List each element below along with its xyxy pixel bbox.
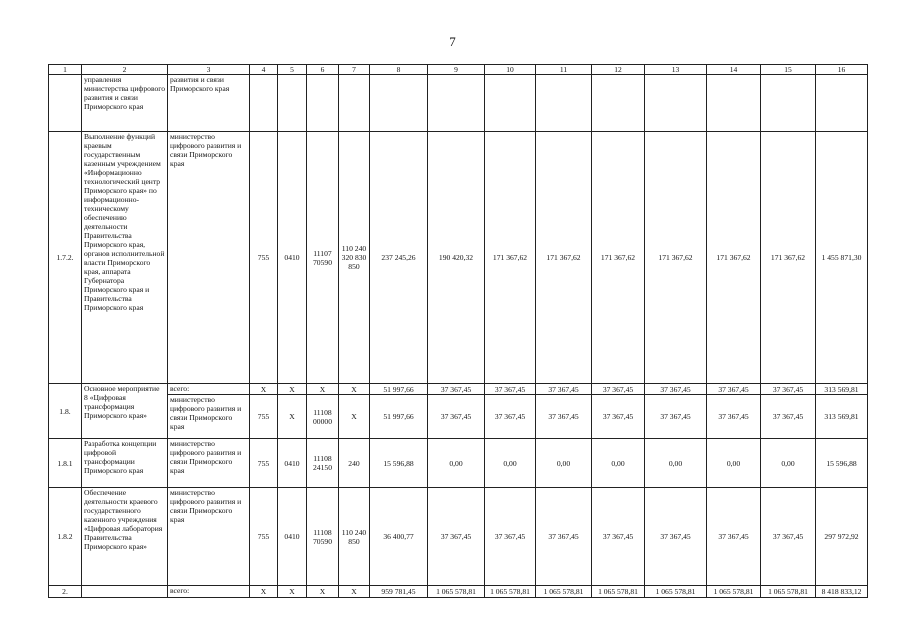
code-grbs: X	[250, 384, 278, 395]
table-row	[49, 488, 868, 586]
year-value: 37 367,45	[485, 384, 536, 395]
table-row	[49, 586, 868, 598]
code-vr: X	[339, 586, 370, 598]
column-number-row	[49, 65, 868, 75]
year-value: 171 367,62	[645, 132, 707, 384]
row-executor: всего:	[168, 586, 250, 598]
year-value: 37 367,45	[645, 395, 707, 439]
year-value	[592, 75, 645, 132]
row-executor: министерство цифрового развития и связи Приморского края	[168, 439, 250, 488]
code-vr: 110 240 850	[339, 488, 370, 586]
row-name: Выполнение функций краевым государственным казенным учреждением «Информационно технологический центр Приморского края» по информационно-техническому обеспечению деятельности Правительства Приморского края, органов исполнительной власти Приморского края, аппарата Губернатора Приморского края и Правительства Приморского края	[82, 132, 168, 384]
code-vr: 240	[339, 439, 370, 488]
row-number: 2.	[49, 586, 82, 598]
year-value: 37 367,45	[485, 488, 536, 586]
code-rz: X	[278, 395, 307, 439]
year-value: 171 367,62	[536, 132, 592, 384]
table-row	[49, 395, 868, 439]
year-value: 1 065 578,81	[485, 586, 536, 598]
column-header: 6	[307, 65, 339, 75]
code-csr: X	[307, 384, 339, 395]
code-vr: X	[339, 384, 370, 395]
code-grbs	[250, 75, 278, 132]
row-number: 1.8.1	[49, 439, 82, 488]
year-value: 1 065 578,81	[707, 586, 761, 598]
year-value: 237 245,26	[370, 132, 428, 384]
row-name: Обеспечение деятельности краевого государственного казенного учреждения «Цифровая лаборатория Правительства Приморского края»	[82, 488, 168, 586]
code-vr	[339, 75, 370, 132]
row-total: 313 569,81	[816, 384, 868, 395]
row-name: Разработка концепции цифровой трансформации Приморского края	[82, 439, 168, 488]
row-number: 1.7.2.	[49, 132, 82, 384]
row-name	[82, 586, 168, 598]
year-value: 37 367,45	[761, 384, 816, 395]
year-value: 0,00	[761, 439, 816, 488]
row-number: 1.8.2	[49, 488, 82, 586]
row-total	[816, 75, 868, 132]
year-value: 37 367,45	[645, 384, 707, 395]
column-header: 16	[816, 65, 868, 75]
code-rz: X	[278, 384, 307, 395]
code-csr: X	[307, 586, 339, 598]
code-csr: 11108 00000	[307, 395, 339, 439]
year-value: 171 367,62	[707, 132, 761, 384]
column-header: 8	[370, 65, 428, 75]
code-rz	[278, 75, 307, 132]
code-vr: X	[339, 395, 370, 439]
row-executor: развития и связи Приморского края	[168, 75, 250, 132]
year-value: 37 367,45	[707, 488, 761, 586]
year-value: 1 065 578,81	[428, 586, 485, 598]
row-number	[49, 75, 82, 132]
year-value: 37 367,45	[536, 395, 592, 439]
code-grbs: 755	[250, 488, 278, 586]
year-value	[707, 75, 761, 132]
page-number: 7	[449, 34, 456, 49]
column-header: 9	[428, 65, 485, 75]
year-value: 37 367,45	[761, 395, 816, 439]
year-value: 37 367,45	[485, 395, 536, 439]
year-value: 37 367,45	[428, 488, 485, 586]
budget-table	[48, 64, 868, 598]
year-value: 37 367,45	[761, 488, 816, 586]
code-grbs: 755	[250, 395, 278, 439]
code-csr: 11108 24150	[307, 439, 339, 488]
year-value: 1 065 578,81	[592, 586, 645, 598]
column-header: 11	[536, 65, 592, 75]
year-value: 0,00	[645, 439, 707, 488]
year-value	[536, 75, 592, 132]
code-vr: 110 240 320 830 850	[339, 132, 370, 384]
code-grbs: 755	[250, 439, 278, 488]
column-header: 13	[645, 65, 707, 75]
column-header: 1	[49, 65, 82, 75]
column-header: 3	[168, 65, 250, 75]
year-value	[645, 75, 707, 132]
column-header: 5	[278, 65, 307, 75]
year-value: 37 367,45	[536, 488, 592, 586]
year-value: 37 367,45	[428, 384, 485, 395]
table-row	[49, 132, 868, 384]
year-value: 0,00	[485, 439, 536, 488]
row-total: 297 972,92	[816, 488, 868, 586]
row-executor: министерство цифрового развития и связи Приморского края	[168, 132, 250, 384]
year-value: 1 065 578,81	[761, 586, 816, 598]
year-value: 37 367,45	[428, 395, 485, 439]
code-rz: 0410	[278, 132, 307, 384]
row-name: Основное мероприятие 8 «Цифровая трансформация Приморского края»	[82, 384, 168, 439]
table-row	[49, 75, 868, 132]
row-total: 313 569,81	[816, 395, 868, 439]
year-value: 171 367,62	[485, 132, 536, 384]
year-value: 190 420,32	[428, 132, 485, 384]
year-value: 36 400,77	[370, 488, 428, 586]
year-value: 37 367,45	[592, 395, 645, 439]
year-value: 37 367,45	[645, 488, 707, 586]
column-header: 4	[250, 65, 278, 75]
column-header: 2	[82, 65, 168, 75]
row-total: 1 455 871,30	[816, 132, 868, 384]
executor-total-label: всего:	[168, 384, 250, 395]
code-rz: 0410	[278, 488, 307, 586]
table-row	[49, 384, 868, 395]
code-grbs: 755	[250, 132, 278, 384]
code-grbs: X	[250, 586, 278, 598]
year-value: 51 997,66	[370, 395, 428, 439]
year-value: 959 781,45	[370, 586, 428, 598]
year-value: 1 065 578,81	[645, 586, 707, 598]
year-value	[761, 75, 816, 132]
row-number: 1.8.	[49, 384, 82, 439]
year-value: 37 367,45	[592, 384, 645, 395]
year-value: 0,00	[707, 439, 761, 488]
code-csr: 11107 70590	[307, 132, 339, 384]
column-header: 7	[339, 65, 370, 75]
table-row	[49, 439, 868, 488]
column-header: 14	[707, 65, 761, 75]
code-rz: 0410	[278, 439, 307, 488]
row-total: 8 418 833,12	[816, 586, 868, 598]
year-value: 171 367,62	[761, 132, 816, 384]
year-value: 37 367,45	[536, 384, 592, 395]
year-value	[370, 75, 428, 132]
row-total: 15 596,88	[816, 439, 868, 488]
year-value: 15 596,88	[370, 439, 428, 488]
column-header: 12	[592, 65, 645, 75]
row-name: управления министерства цифрового развития и связи Приморского края	[82, 75, 168, 132]
code-rz: X	[278, 586, 307, 598]
column-header: 10	[485, 65, 536, 75]
year-value: 0,00	[592, 439, 645, 488]
year-value: 37 367,45	[707, 384, 761, 395]
year-value: 171 367,62	[592, 132, 645, 384]
year-value: 37 367,45	[592, 488, 645, 586]
row-executor: министерство цифрового развития и связи Приморского края	[168, 488, 250, 586]
year-value: 37 367,45	[707, 395, 761, 439]
row-executor: министерство цифрового развития и связи Приморского края	[168, 395, 250, 439]
year-value	[485, 75, 536, 132]
code-csr	[307, 75, 339, 132]
year-value: 51 997,66	[370, 384, 428, 395]
year-value: 1 065 578,81	[536, 586, 592, 598]
year-value: 0,00	[428, 439, 485, 488]
column-header: 15	[761, 65, 816, 75]
year-value: 0,00	[536, 439, 592, 488]
code-csr: 11108 70590	[307, 488, 339, 586]
year-value	[428, 75, 485, 132]
